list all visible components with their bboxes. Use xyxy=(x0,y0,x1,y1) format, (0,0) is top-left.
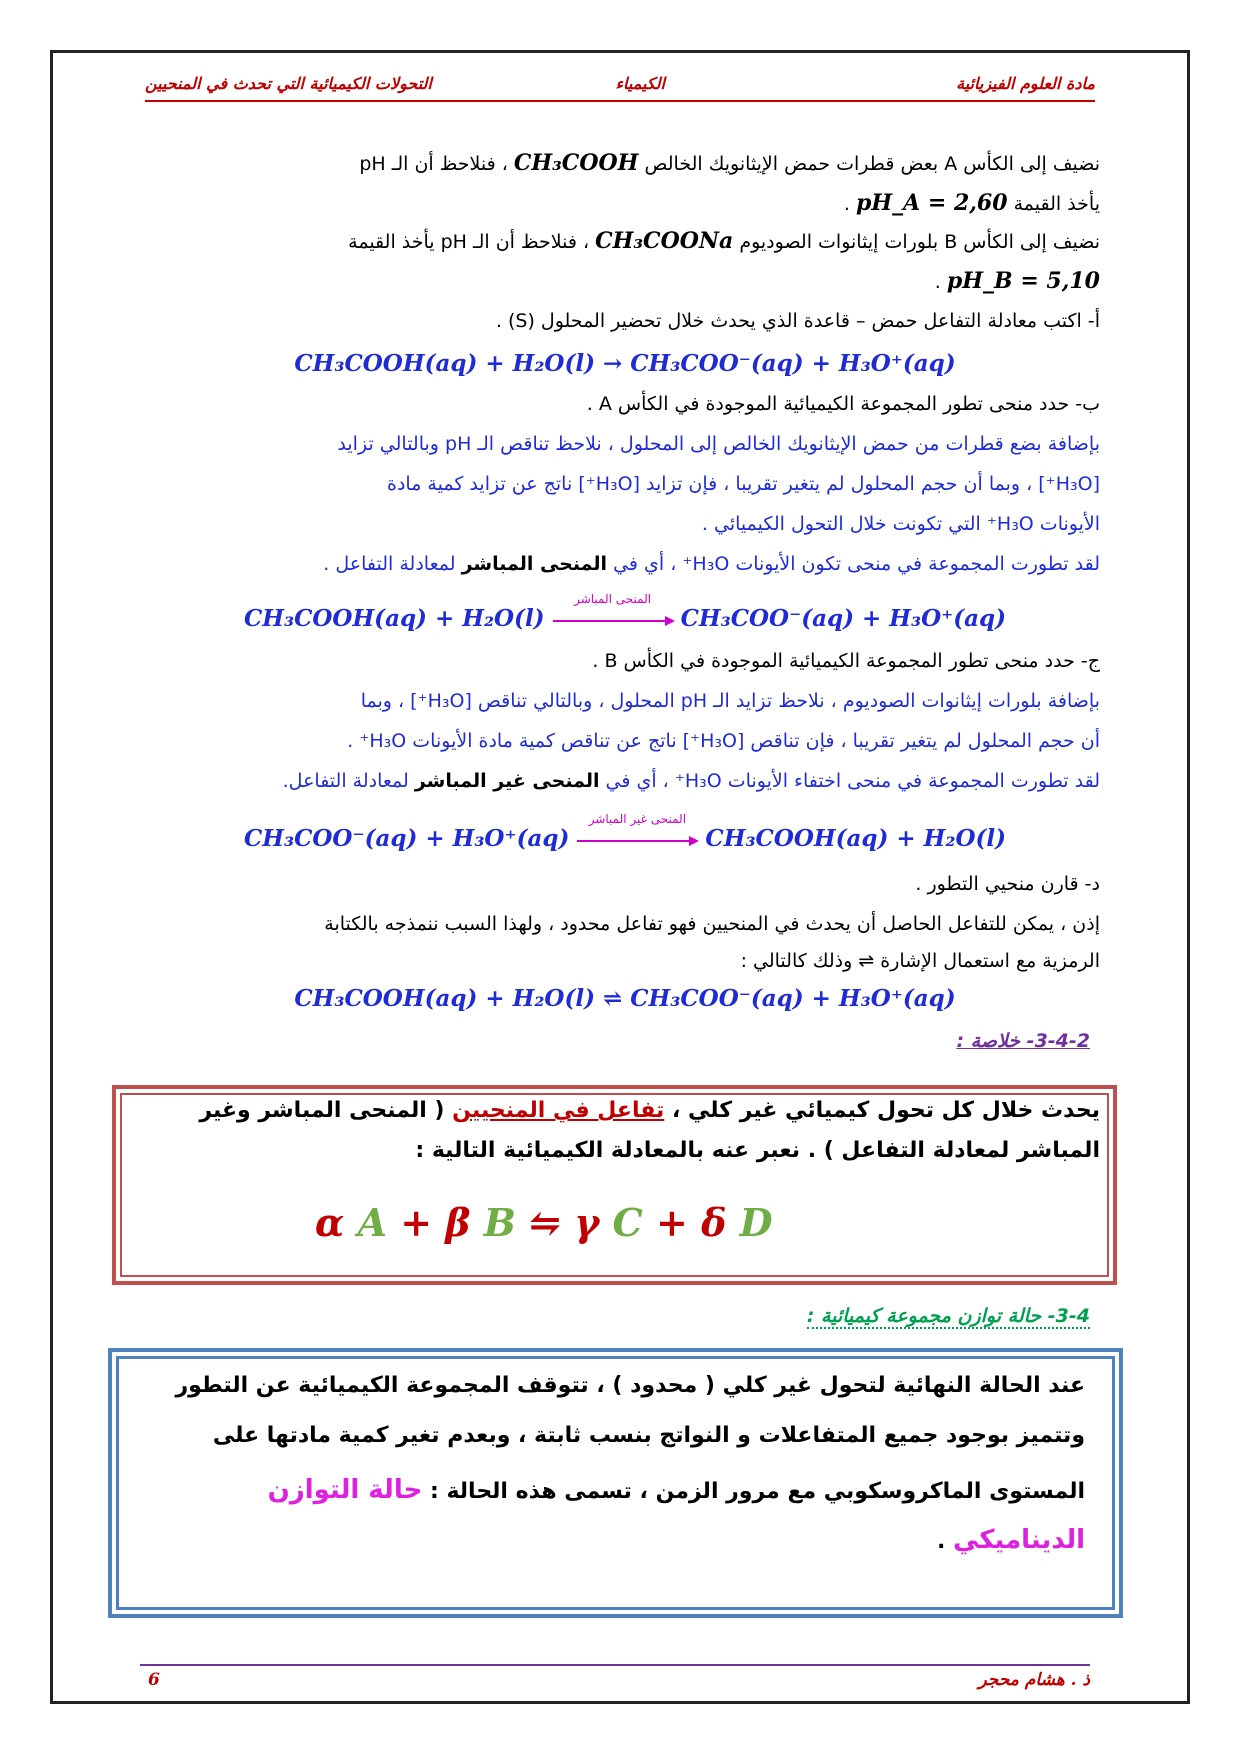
equation-c-left: CH₃COO⁻(aq) + H₃O⁺(aq) xyxy=(243,825,570,852)
header-lesson: التحولات الكيميائية التي تحدث في المنحيين xyxy=(145,74,432,93)
plus-sign: + xyxy=(656,1200,688,1245)
plus-sign: + xyxy=(400,1200,433,1245)
answer-b-text: لقد تطورت المجموعة في منحى تكون الأيونات H₃O⁺ ، أي في xyxy=(613,553,1100,575)
footer-divider xyxy=(140,1664,1090,1666)
coef-delta: δ xyxy=(701,1200,727,1245)
ph-a-value: pH_A = 2,60 xyxy=(855,190,1008,216)
answer-d-line-1: إذن ، يمكن للتفاعل الحاصل أن يحدث في المنحيين فهو تفاعل محدود ، ولهذا السبب ننمذجه بالكتابة xyxy=(324,913,1100,935)
coef-beta: β xyxy=(445,1200,471,1245)
answer-b-line-3: الأيونات H₃O⁺ التي تكونت خلال التحول الكيميائي . xyxy=(701,513,1100,535)
direct-direction-label: المنحى المباشر xyxy=(461,553,608,575)
species-b: B xyxy=(483,1200,516,1245)
equilibrium-line-3 xyxy=(155,1475,1085,1505)
arrow-right-icon xyxy=(577,840,697,842)
equation-b-left: CH₃COOH(aq) + H₂O(l) xyxy=(243,605,545,632)
header-subject: مادة العلوم الفيزيائية xyxy=(956,74,1095,93)
coef-gamma: γ xyxy=(574,1200,600,1245)
intro-line-2: يأخذ القيمة pH_A = 2,60 . xyxy=(843,190,1100,216)
equilibrium-arrow-icon: ⇋ xyxy=(529,1200,561,1245)
answer-b-text-end: لمعادلة التفاعل . xyxy=(323,553,456,575)
page-header xyxy=(145,70,1095,100)
equation-b xyxy=(150,592,1100,632)
equilibrium-highlight-2: الديناميكي xyxy=(953,1525,1085,1555)
answer-b-line-2: [H₃O⁺] ، وبما أن حجم المحلول لم يتغير تقريبا ، فإن تزايد [H₃O⁺] ناتج عن تزايد كمية مادة xyxy=(387,473,1100,495)
answer-c-text-end: لمعادلة التفاعل. xyxy=(282,770,409,792)
answer-d-line-2: الرمزية مع استعمال الإشارة ⇌ وذلك كالتالي : xyxy=(740,950,1100,972)
indirect-direction-label: المنحى غير المباشر xyxy=(414,770,600,792)
equation-c xyxy=(150,812,1100,852)
equilibrium-highlight-1: حالة التوازن xyxy=(267,1475,423,1505)
summary-highlight: تفاعل في المنحيين xyxy=(452,1098,665,1123)
species-d: D xyxy=(739,1200,773,1245)
equilibrium-line-4 xyxy=(155,1525,1085,1555)
intro-text-3-end: ، فنلاحظ أن الـ pH يأخذ القيمة xyxy=(348,231,590,253)
answer-b-line-1: بإضافة بضع قطرات من حمض الإيثانويك الخالص إلى المحلول ، نلاحظ تناقص الـ pH وبالتالي تزايد xyxy=(337,433,1100,455)
equilibrium-text-4-end: . xyxy=(937,1529,946,1554)
ph-b-value: pH_B = 5,10 xyxy=(946,268,1100,294)
direct-arrow xyxy=(553,592,673,622)
summary-text-1-end: ( المنحى المباشر وغير xyxy=(199,1098,445,1123)
equilibrium-text-3: المستوى الماكروسكوبي مع مرور الزمن ، تسمى هذه الحالة : xyxy=(430,1479,1085,1504)
equilibrium-title: 3-4- حالة توازن مجموعة كيميائية : xyxy=(806,1305,1090,1327)
intro-line-4: pH_B = 5,10 . xyxy=(934,268,1100,294)
answer-c-line-1: بإضافة بلورات إيثانوات الصوديوم ، نلاحظ تزايد الـ pH المحلول ، وبالتالي تناقص [H₃O⁺] ، وبما xyxy=(360,690,1100,712)
general-equation xyxy=(315,1200,773,1245)
indirect-arrow xyxy=(577,812,697,842)
question-d: د- قارن منحيي التطور . xyxy=(915,873,1100,895)
intro-text-1-end: ، فنلاحظ أن الـ pH xyxy=(359,153,508,175)
header-branch: الكيمياء xyxy=(615,74,665,93)
question-a: أ- اكتب معادلة التفاعل حمض – قاعدة الذي يحدث خلال تحضير المحلول (S) . xyxy=(495,310,1100,332)
answer-b-line-4 xyxy=(150,553,1100,575)
footer-author: ذ . هشام محجر xyxy=(978,1670,1090,1690)
intro-text-3: نضيف إلى الكأس B بلورات إيثانوات الصوديوم xyxy=(739,231,1100,253)
formula-sodium-acetate: CH₃COONa xyxy=(595,228,734,254)
intro-text-1: نضيف إلى الكأس A بعض قطرات حمض الإيثانويك الخالص xyxy=(644,153,1100,175)
header-divider xyxy=(145,100,1095,102)
equation-d: CH₃COOH(aq) + H₂O(l) ⇌ CH₃COO⁻(aq) + H₃O⁺(aq) xyxy=(294,985,956,1012)
species-a: A xyxy=(357,1200,387,1245)
equation-c-right: CH₃COOH(aq) + H₂O(l) xyxy=(705,825,1007,852)
intro-line-1 xyxy=(150,150,1100,176)
summary-title: 3-4-2- خلاصة : xyxy=(956,1030,1090,1052)
equilibrium-line-1: عند الحالة النهائية لتحول غير كلي ( محدود ) ، تتوقف المجموعة الكيميائية عن التطور xyxy=(175,1373,1085,1398)
species-c: C xyxy=(612,1200,643,1245)
summary-line-1 xyxy=(150,1098,1100,1123)
answer-c-text: لقد تطورت المجموعة في منحى اختفاء الأيونات H₃O⁺ ، أي في xyxy=(605,770,1100,792)
intro-text-2: يأخذ القيمة xyxy=(1013,193,1100,215)
answer-c-line-2: أن حجم المحلول لم يتغير تقريبا ، فإن تناقص [H₃O⁺] ناتج عن تناقص كمية مادة الأيونات H₃O⁺ . xyxy=(347,730,1100,752)
formula-acetic-acid: CH₃COOH xyxy=(513,150,639,176)
question-b: ب- حدد منحى تطور المجموعة الكيميائية الموجودة في الكأس A . xyxy=(586,393,1100,415)
intro-line-3 xyxy=(150,228,1100,254)
equation-b-right: CH₃COO⁻(aq) + H₃O⁺(aq) xyxy=(680,605,1007,632)
coef-alpha: α xyxy=(315,1200,345,1245)
summary-line-2: المباشر لمعادلة التفاعل ) . نعبر عنه بالمعادلة الكيميائية التالية : xyxy=(415,1138,1100,1163)
indirect-arrow-label: المنحى غير المباشر xyxy=(588,812,687,826)
arrow-right-icon xyxy=(553,620,673,622)
equation-a: CH₃COOH(aq) + H₂O(l) → CH₃COO⁻(aq) + H₃O⁺(aq) xyxy=(294,350,956,377)
direct-arrow-label: المنحى المباشر xyxy=(574,592,652,606)
question-c: ج- حدد منحى تطور المجموعة الكيميائية الموجودة في الكأس B . xyxy=(592,650,1100,672)
page-number: 6 xyxy=(148,1670,160,1690)
answer-c-line-3 xyxy=(150,770,1100,792)
equilibrium-line-2: وتتميز بوجود جميع المتفاعلات و النواتج بنسب ثابتة ، وبعدم تغير كمية مادتها على xyxy=(212,1423,1085,1448)
summary-text-1: يحدث خلال كل تحول كيميائي غير كلي ، xyxy=(672,1098,1100,1123)
